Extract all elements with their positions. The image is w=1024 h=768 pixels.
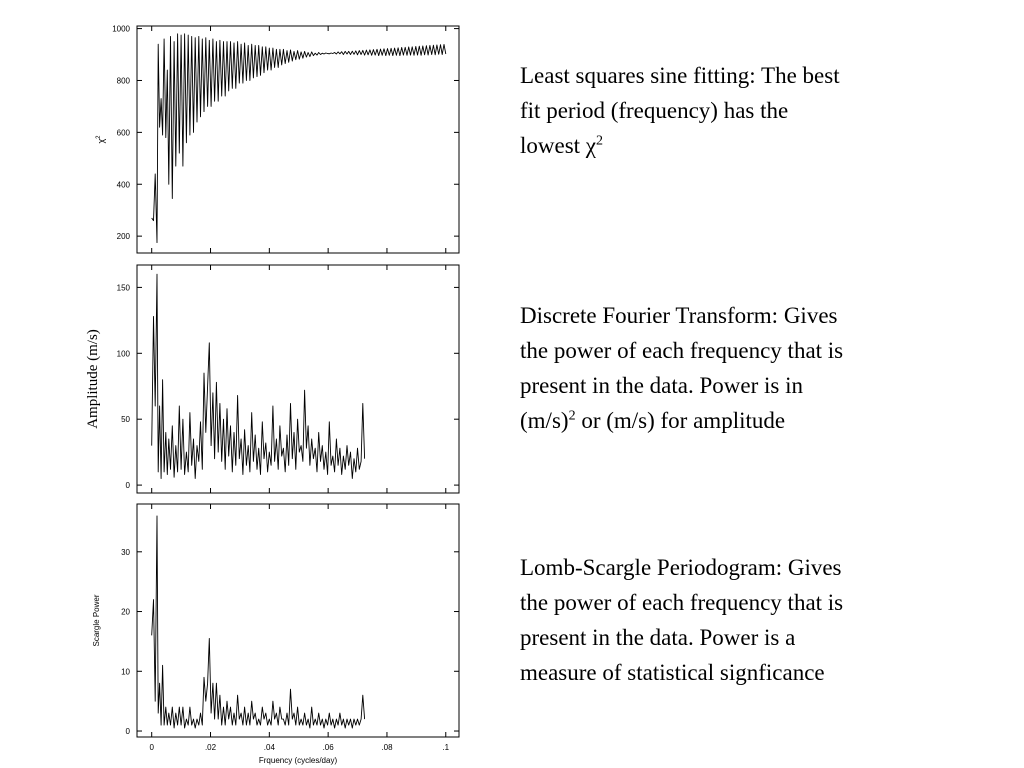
y-tick-label: 10 xyxy=(121,667,130,677)
x-tick-label: .02 xyxy=(204,743,217,752)
series-line-chi2 xyxy=(152,34,446,243)
plot-frame xyxy=(137,265,459,493)
y-tick-label: 150 xyxy=(116,283,130,293)
lomb-scargle-caption xyxy=(520,550,940,690)
x-tick-label: 0 xyxy=(149,743,154,752)
caption-line: the power of each frequency that is xyxy=(520,590,844,615)
series-line-power xyxy=(152,516,365,728)
caption-superscript: 2 xyxy=(568,408,576,424)
caption-line: fit period (frequency) has the xyxy=(520,98,789,123)
x-tick-label: .04 xyxy=(263,743,275,752)
series-line-amplitude xyxy=(152,274,365,478)
caption-line: Least squares sine fitting: The best xyxy=(520,63,840,88)
caption-text: or (m/s) for amplitude xyxy=(575,408,786,433)
dft-panel xyxy=(85,265,459,493)
caption-line xyxy=(520,128,940,163)
caption-line: present in the data. Power is a xyxy=(520,625,796,650)
y-axis-label: Amplitude (m/s) xyxy=(85,329,101,429)
caption-line: measure of statistical signficance xyxy=(520,660,825,685)
caption-text: lowest χ xyxy=(520,133,597,158)
plot-frame xyxy=(137,504,459,737)
caption-line: Lomb-Scargle Periodogram: Gives xyxy=(520,555,842,580)
chi2-caption xyxy=(520,58,940,163)
caption-superscript: 2 xyxy=(596,133,604,149)
x-tick-label: .08 xyxy=(381,743,393,752)
x-axis-label: Frquency (cycles/day) xyxy=(258,756,338,765)
y-tick-label: 50 xyxy=(121,415,130,425)
y-axis-label: Scargle Power xyxy=(92,594,101,647)
y-tick-label: 100 xyxy=(116,349,130,359)
y-tick-label: 30 xyxy=(121,547,130,557)
y-tick-label: 1000 xyxy=(112,24,130,34)
dft-caption xyxy=(520,298,940,438)
caption-line: Discrete Fourier Transform: Gives xyxy=(520,303,838,328)
chi2-panel xyxy=(96,25,459,253)
caption-line: the power of each frequency that is xyxy=(520,338,844,363)
y-tick-label: 200 xyxy=(116,232,130,242)
caption-line xyxy=(520,403,940,438)
y-tick-label: 20 xyxy=(121,607,130,617)
y-tick-label: 0 xyxy=(125,727,130,737)
x-tick-label: .1 xyxy=(442,743,450,752)
caption-text: (m/s) xyxy=(520,408,569,433)
caption-line: present in the data. Power is in xyxy=(520,373,803,398)
y-tick-label: 400 xyxy=(116,180,130,190)
y-axis-label: $\chi^2$ xyxy=(96,135,106,144)
lomb-scargle-panel xyxy=(92,504,459,765)
y-tick-label: 600 xyxy=(116,128,130,138)
y-tick-label: 0 xyxy=(125,481,130,491)
y-tick-label: 800 xyxy=(116,76,130,86)
x-tick-label: .06 xyxy=(322,743,334,752)
